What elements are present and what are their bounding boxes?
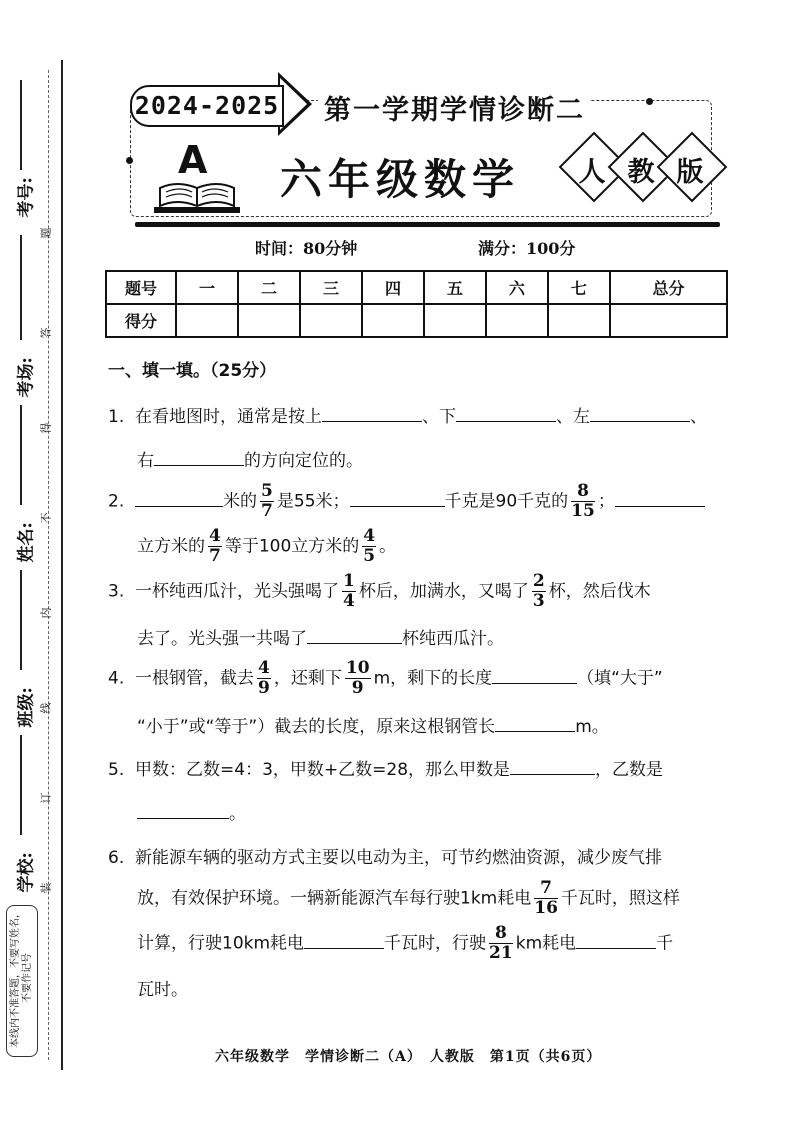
question-text: 右 [137,451,154,471]
table-header-cell: 一 [176,271,238,304]
answer-blank[interactable] [304,931,384,949]
class-label: 班级: [16,687,37,728]
edition-char: 教 [627,157,655,188]
question-text: ； [597,491,615,512]
seal-dashed-line [48,70,49,1060]
question-text: ，乙数是 [595,760,664,780]
score-row-label: 得分 [106,304,176,337]
question-text: 一杯纯西瓜汁，光头强喝了 [135,581,340,602]
question-text: 新能源车辆的驱动方式主要以电动为主，可节约燃油资源，减少废气排 [135,848,663,868]
question-text: 的方向定位的。 [244,451,363,471]
table-header-cell: 二 [238,271,300,304]
question-text: 、 [690,407,708,427]
score-cell[interactable] [424,304,486,337]
question-text: 。 [229,804,246,824]
class-blank[interactable] [20,570,23,670]
score-cell[interactable] [300,304,362,337]
exam-subtitle: 第一学期学情诊断二 [318,88,591,127]
table-header-cell: 七 [548,271,610,304]
question-text: 等于100立方米的 [224,536,360,557]
question-text: 千 [656,933,674,954]
section-title: 一、填一填。（25分） [108,361,277,381]
question-4-line-1 [108,660,663,697]
fraction: $\frac{5}{7}$ [261,481,273,521]
answer-blank[interactable] [456,404,556,422]
question-1-line-2 [137,446,363,471]
seal-char: 答 [39,327,53,339]
score-cell[interactable] [176,304,238,337]
answer-blank[interactable] [510,757,595,775]
question-text: 、左 [556,407,591,427]
page-footer: 六年级数学 学情诊断二（A） 人教版 第1页（共6页） [215,1049,602,1065]
question-text: 在看地图时，通常是按上 [135,407,323,427]
question-text: 去了。光头强一共喝了 [137,629,307,649]
question-2-line-2 [137,528,396,565]
score-cell[interactable] [362,304,424,337]
question-text: 一根钢管，截去 [135,668,255,689]
score-table [105,270,728,338]
question-text: 米的 [223,491,258,512]
margin-rule [61,60,63,1070]
fraction: $\frac{4}{7}$ [209,526,221,566]
fraction: $\frac{4}{9}$ [258,658,270,698]
answer-blank[interactable] [590,404,690,422]
question-text: ，还剩下 [273,668,342,689]
seal-char: 内 [39,607,53,619]
question-text: 、下 [422,407,457,427]
question-text: 。 [379,536,397,557]
exam-room-label: 考场: [16,357,37,398]
edition-char: 人 [578,157,606,188]
score-cell[interactable] [238,304,300,337]
book-icon [152,180,242,216]
question-text: 立方米的 [137,536,205,557]
fraction: $\frac{8}{15}$ [571,481,595,521]
question-number: 4. [108,668,125,689]
exam-room-blank[interactable] [20,235,23,340]
edition-char: 版 [676,157,704,188]
notice-box [6,905,38,1057]
question-text: 是55米； [276,491,350,512]
question-number: 1. [108,407,125,427]
answer-blank[interactable] [307,626,402,644]
question-text: m，剩下的长度 [373,668,493,689]
table-row [106,304,727,337]
answer-blank[interactable] [492,666,577,684]
question-3-line-1 [108,573,651,610]
decor-dot [646,98,653,105]
exam-number-label: 考号: [16,177,37,218]
question-text: 放，有效保护环境。一辆新能源汽车每行驶1km耗电 [137,888,532,909]
question-3-line-2 [137,624,504,649]
question-text: “小于”或“等于”）截去的长度，原来这根钢管长 [137,717,496,737]
question-text: m。 [575,717,609,737]
score-cell[interactable] [486,304,548,337]
table-header-cell: 题号 [106,271,176,304]
question-number: 6. [108,848,125,868]
table-header-cell: 六 [486,271,548,304]
question-6-line-3 [137,925,673,962]
question-6-line-4 [137,975,188,1000]
question-2-line-1 [108,483,705,520]
seal-char: 得 [39,422,53,434]
name-label: 姓名: [16,522,37,563]
fraction: $\frac{1}{4}$ [343,571,355,611]
question-5-line-2 [137,799,246,824]
school-blank[interactable] [20,735,23,835]
question-1-line-1 [108,402,707,427]
answer-blank[interactable] [495,714,575,732]
version-letter: A [178,138,208,182]
notice-text: 本线内不准答题，不要写姓名，不要作记号 [10,908,33,1048]
question-6-line-1 [108,843,662,868]
table-row [106,271,727,304]
exam-time: 时间：80分钟 [255,239,358,258]
score-cell[interactable] [548,304,610,337]
question-number: 3. [108,581,125,602]
school-year: 2024-2025 [130,85,284,127]
fraction: $\frac{10}{9}$ [345,658,370,698]
question-text: 计算，行驶10km耗电 [137,933,305,954]
table-header-cell: 总分 [610,271,727,304]
question-text: 千瓦时，行驶 [384,933,487,954]
table-header-cell: 四 [362,271,424,304]
question-text: 千瓦时，照这样 [560,888,680,909]
question-text: 甲数：乙数=4：3，甲数+乙数=28，那么甲数是 [135,760,511,780]
question-text: km耗电 [515,933,577,954]
seal-char: 订 [39,792,53,804]
question-text: 杯后，加满水，又喝了 [358,581,529,602]
table-header-cell: 五 [424,271,486,304]
question-text: 瓦时。 [137,980,188,1000]
seal-char: 题 [39,227,53,239]
table-header-cell: 三 [300,271,362,304]
answer-blank[interactable] [322,404,422,422]
seal-char: 不 [39,512,53,524]
year-arrow-inner [280,78,307,130]
question-text: （填“大于” [577,668,663,689]
header-rule [135,222,720,227]
answer-blank[interactable] [576,931,656,949]
question-4-line-2 [137,712,609,737]
question-text: 杯纯西瓜汁。 [402,629,504,649]
answer-blank[interactable] [137,801,229,819]
fraction: $\frac{4}{5}$ [363,526,376,566]
question-number: 2. [108,491,125,512]
question-5-line-1 [108,755,663,780]
question-6-line-2 [137,880,680,917]
question-text: 杯，然后伐木 [548,581,651,602]
answer-blank[interactable] [154,448,244,466]
score-cell[interactable] [610,304,727,337]
fraction: $\frac{8}{21}$ [489,923,513,963]
decor-dot [126,157,133,164]
seal-char: 装 [39,882,53,894]
seal-char: 线 [39,702,53,714]
school-label: 学校: [16,852,37,893]
question-text: 千克是90千克的 [444,491,569,512]
answer-blank[interactable] [135,489,223,507]
fraction: $\frac{7}{16}$ [534,878,558,918]
fraction: $\frac{2}{3}$ [532,571,545,611]
question-number: 5. [108,760,125,780]
name-blank[interactable] [20,405,23,505]
full-score: 满分：100分 [478,239,576,258]
exam-number-blank[interactable] [20,80,23,170]
main-title: 六年级数学 [280,155,521,204]
answer-blank[interactable] [615,489,705,507]
answer-blank[interactable] [350,489,445,507]
